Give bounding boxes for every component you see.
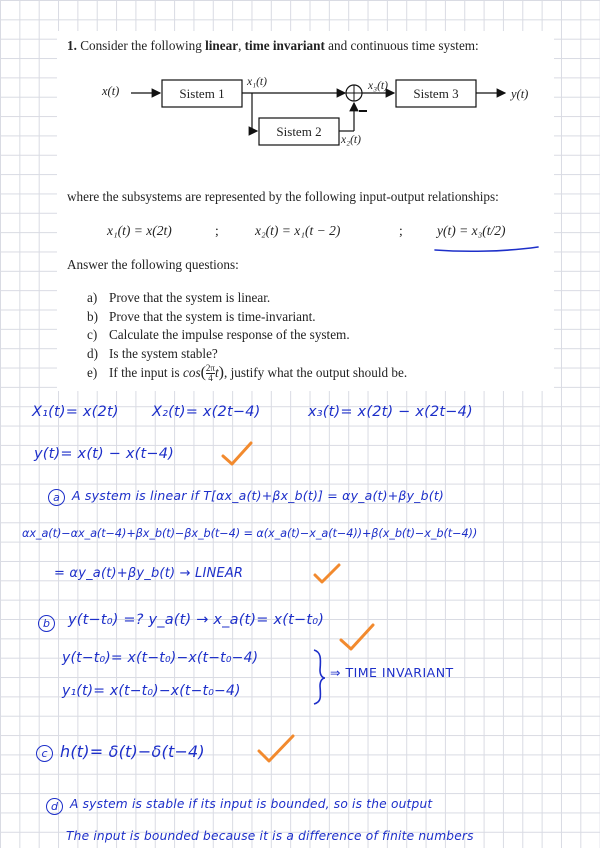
hw-d-line2: The input is bounded because it is a difference of finite numbers	[66, 829, 474, 843]
question-list	[87, 290, 407, 383]
question-d: d) Is the system stable?	[87, 345, 218, 361]
intro-time-invariant: time invariant	[244, 38, 325, 53]
hw-b-brace	[312, 648, 326, 706]
hw-y: y(t)= x(t) − x(t−4)	[34, 446, 175, 462]
x2-label: x₂(t)	[341, 134, 361, 146]
check-mark-icon	[220, 440, 254, 468]
intro-start: Consider the following	[80, 38, 202, 53]
hw-a-line2: αx_a(t)−αx_a(t−4)+βx_b(t)−βx_b(t−4) = α(x_a(t)−x_a(t−4))+β(x_b(t)−x_b(t−4))	[22, 527, 478, 540]
check-mark-icon	[338, 622, 376, 652]
hw-c-line: h(t)= δ(t)−δ(t−4)	[60, 742, 205, 761]
hw-x2: X₂(t)= x(2t−4)	[152, 404, 261, 420]
question-c: c) Calculate the impulse response of the system.	[87, 327, 350, 342]
question-e: e) If the input is cos( $\frac{2\pi}{4}$ t), justify what the output should be.	[87, 363, 408, 384]
relation-1: x₁(t) = x(2t)	[107, 223, 172, 238]
semicolon-1: ;	[215, 223, 219, 238]
hw-x1: X₁(t)= x(2t)	[32, 404, 119, 420]
problem-sheet	[57, 31, 554, 391]
relation-3-underline	[433, 244, 541, 254]
hw-b-line1: y(t−t₀) =? y_a(t) → x_a(t)= x(t−t₀)	[68, 612, 325, 628]
question-a: a) Prove that the system is linear.	[87, 290, 271, 305]
hw-d-line1: A system is stable if its input is bounded, so is the output	[70, 797, 433, 811]
hw-label-b: b	[38, 615, 55, 632]
semicolon-2: ;	[399, 223, 403, 238]
hw-b-result: ⇒ TIME INVARIANT	[330, 665, 454, 680]
subsystems-text: where the subsystems are represented by the following input-output relationships:	[67, 189, 499, 204]
relation-3: y(t) = x₃(t/2)	[437, 223, 506, 238]
hw-a-line1: A system is linear if T[αx_a(t)+βx_b(t)] = αy_a(t)+βy_b(t)	[72, 488, 445, 503]
check-mark-icon	[312, 562, 342, 586]
question-b: b) Prove that the system is time-invariant.	[87, 308, 316, 324]
relation-2: x₂(t) = x₁(t − 2)	[255, 223, 341, 238]
block-diagram	[57, 31, 554, 161]
hw-label-a: a	[48, 489, 65, 506]
input-label: x(t)	[102, 84, 120, 98]
problem-number: 1.	[67, 38, 77, 53]
answer-instructions: Answer the following questions:	[67, 257, 239, 272]
check-mark-icon	[256, 733, 296, 765]
hw-a-line3: = αy_a(t)+βy_b(t) → LINEAR	[54, 566, 244, 581]
block-1-label: Sistem 1	[179, 86, 225, 101]
x3-label: x₃(t)	[368, 80, 388, 92]
hw-x3: x₃(t)= x(2t) − x(2t−4)	[308, 404, 473, 420]
x1-label: x₁(t)	[247, 76, 267, 88]
intro-sep: ,	[238, 38, 242, 53]
hw-b-line2: y(t−t₀)= x(t−t₀)−x(t−t₀−4)	[62, 650, 259, 666]
output-label: y(t)	[511, 87, 529, 101]
hw-label-d: d	[46, 798, 63, 815]
hw-label-c: c	[36, 745, 53, 762]
block-3-label: Sistem 3	[413, 86, 459, 101]
intro-linear: linear	[205, 38, 239, 53]
hw-b-line3: y₁(t)= x(t−t₀)−x(t−t₀−4)	[62, 683, 241, 699]
intro-end: and continuous time system:	[328, 38, 479, 53]
block-2-label: Sistem 2	[276, 124, 322, 139]
